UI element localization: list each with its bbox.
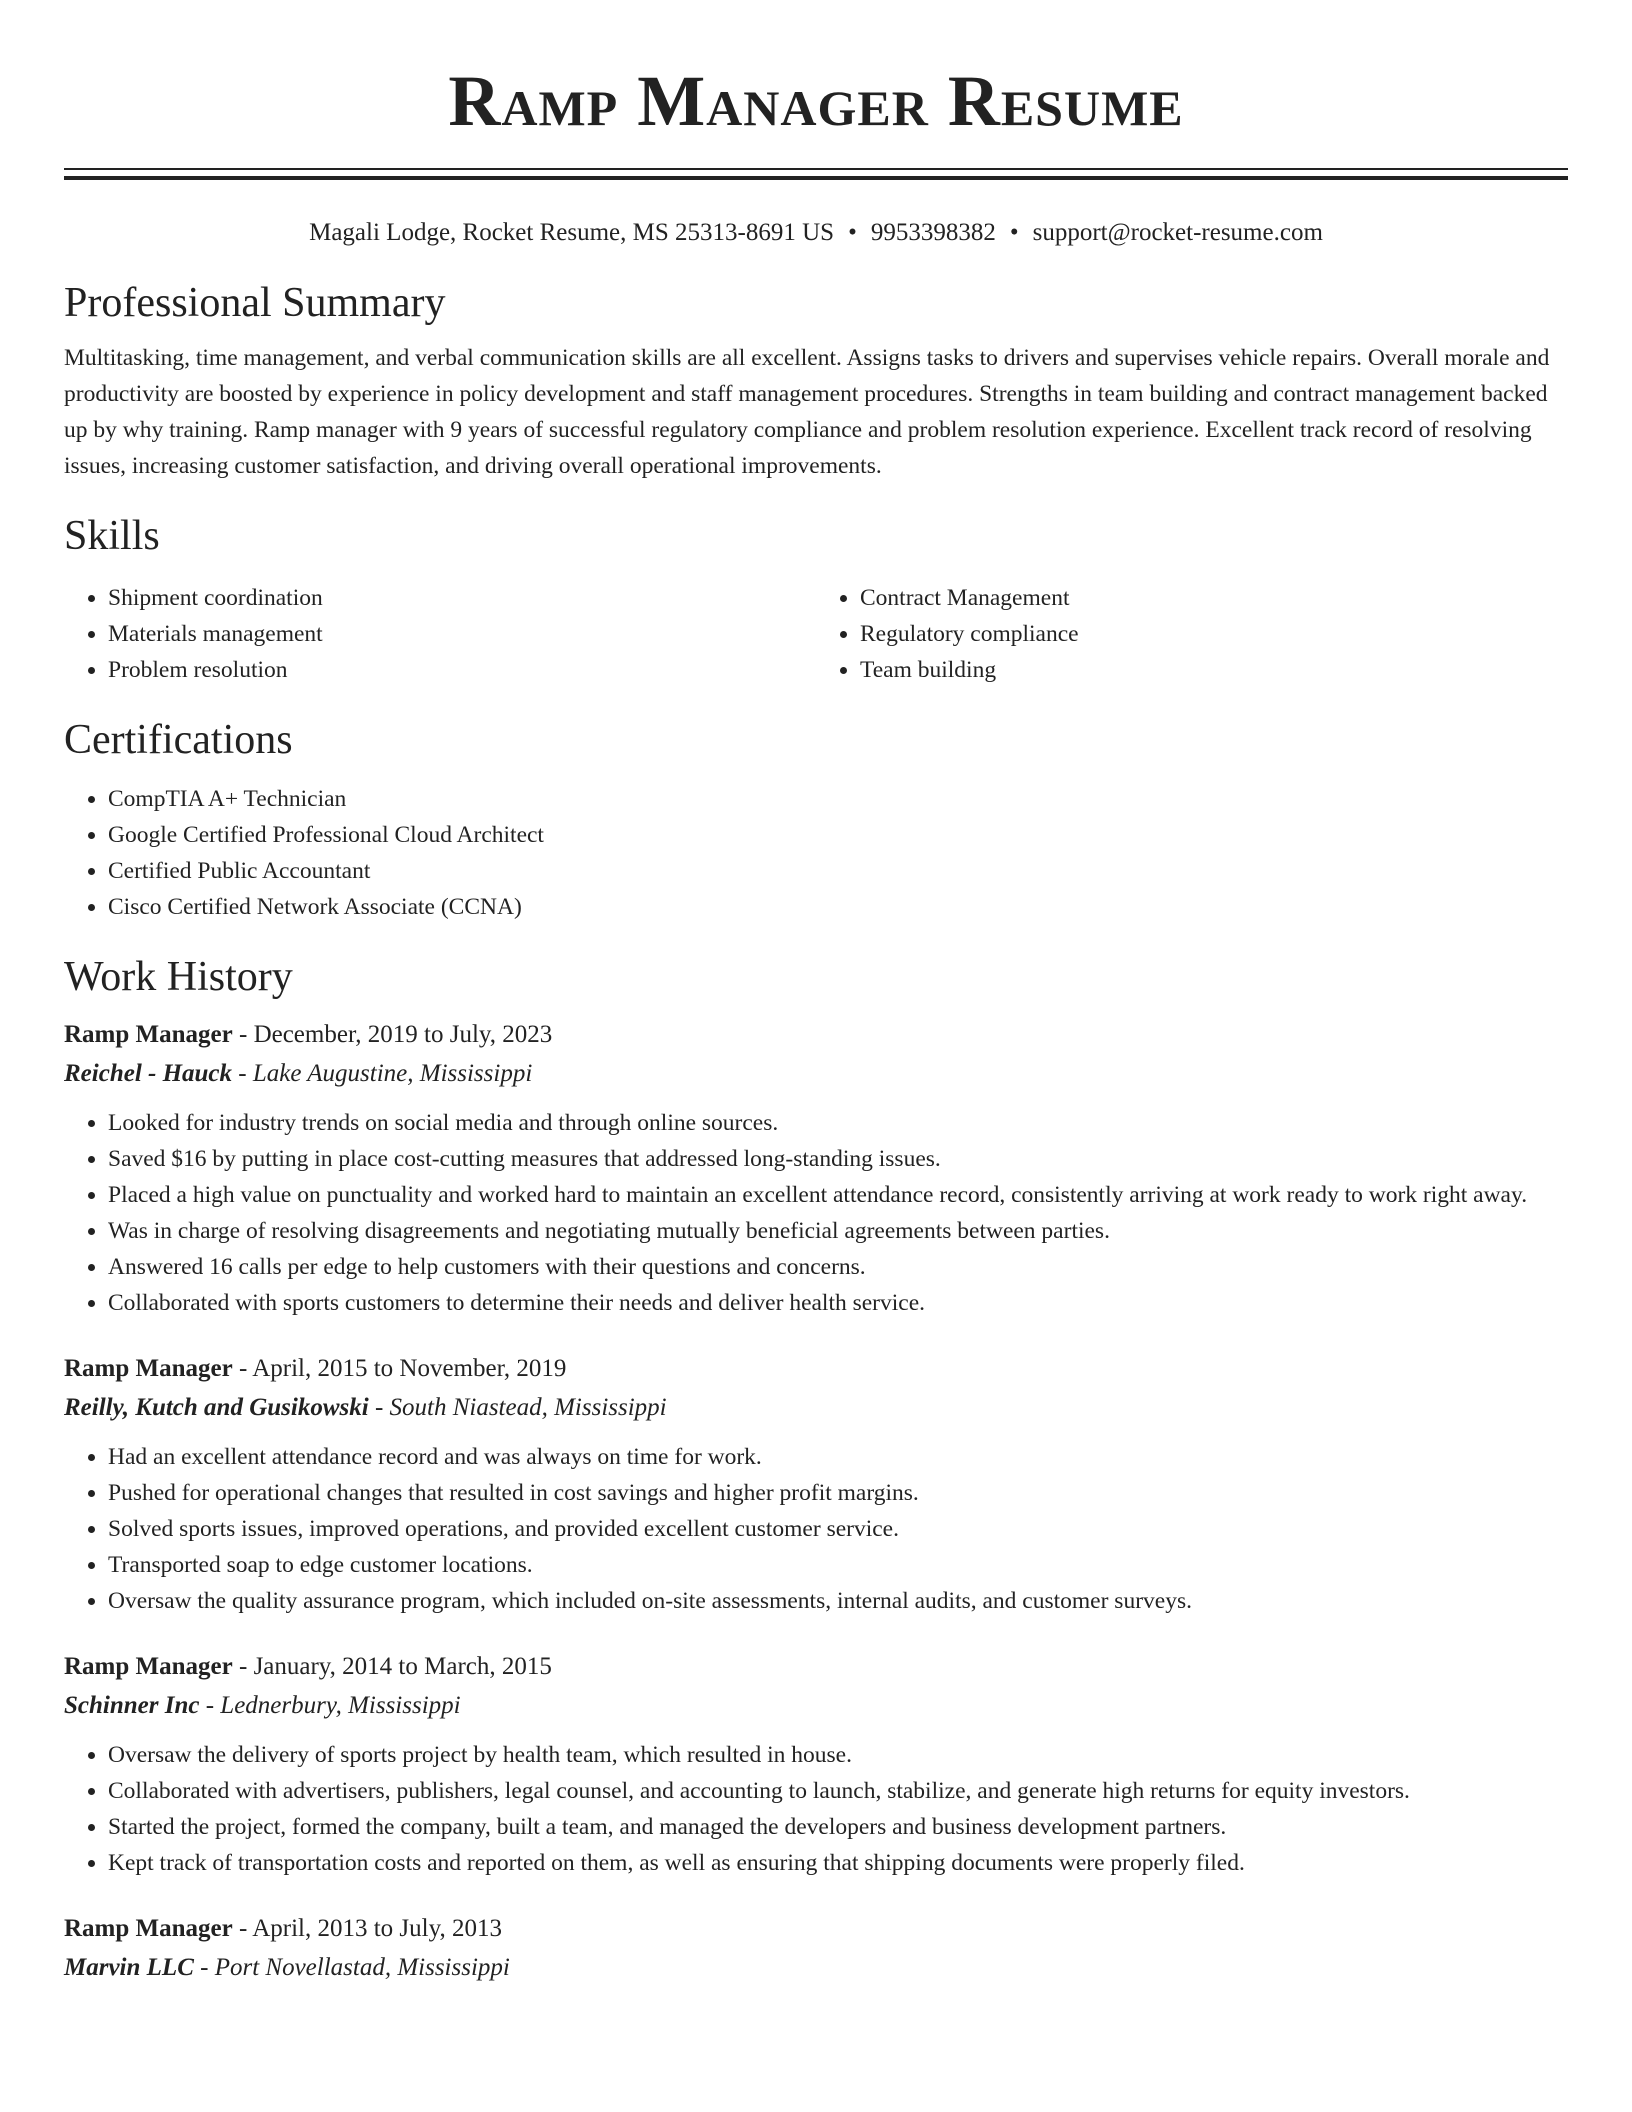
skills-list bbox=[64, 580, 1568, 688]
certification-item: • Cisco Certified Network Associate (CCNA) bbox=[108, 889, 1568, 925]
job-bullet: • Was in charge of resolving disagreements and negotiating mutually beneficial agreements between parties. bbox=[108, 1213, 1568, 1249]
job-bullet: • Saved $16 by putting in place cost-cutting measures that addressed long-standing issues. bbox=[108, 1141, 1568, 1177]
job-bullet: • Oversaw the quality assurance program, which included on-site assessments, internal audits, and customer surveys. bbox=[108, 1583, 1568, 1619]
job-entry bbox=[64, 1349, 1568, 1619]
job-bullets bbox=[64, 1105, 1568, 1321]
contact-email: support@rocket-resume.com bbox=[1032, 219, 1323, 246]
job-title-line: Ramp Manager - April, 2015 to November, 2019 bbox=[64, 1355, 567, 1382]
summary-text: Multitasking, time management, and verbal communication skills are all excellent. Assigns tasks to drivers and supervises vehicle repairs. Overall morale and productivity are boosted by experience in policy development and staff management procedures. Strengths in team building and contract management backed up by why training. Ramp manager with 9 years of successful regulatory compliance and problem resolution experience. Excellent track record of resolving issues, increasing customer satisfaction, and driving overall operational improvements. bbox=[64, 345, 1550, 479]
job-role: Ramp Manager bbox=[64, 1355, 233, 1382]
skills-column-left bbox=[64, 580, 816, 688]
job-company: Reichel - Hauck bbox=[64, 1060, 233, 1087]
job-bullet: • Transported soap to edge customer locations. bbox=[108, 1547, 1568, 1583]
contact-separator: • bbox=[1009, 219, 1019, 246]
work-history-heading: Work History bbox=[64, 954, 293, 1000]
job-entry bbox=[64, 1909, 1568, 1987]
job-dates: April, 2015 to November, 2019 bbox=[252, 1355, 567, 1382]
title-rule-thin bbox=[64, 168, 1568, 170]
certification-item: • Google Certified Professional Cloud Architect bbox=[108, 817, 1568, 853]
contact-address: Magali Lodge, Rocket Resume, MS 25313-8691 US bbox=[309, 219, 835, 246]
job-company-line: Reilly, Kutch and Gusikowski - South Niastead, Mississippi bbox=[64, 1394, 667, 1421]
skill-item: • Contract Management bbox=[860, 580, 1568, 616]
skill-item: • Problem resolution bbox=[108, 652, 816, 688]
job-bullet: • Looked for industry trends on social media and through online sources. bbox=[108, 1105, 1568, 1141]
job-bullets bbox=[64, 1737, 1568, 1881]
job-company-line: Marvin LLC - Port Novellastad, Mississippi bbox=[64, 1954, 510, 1981]
job-company-line: Reichel - Hauck - Lake Augustine, Mississippi bbox=[64, 1060, 533, 1087]
skill-item: • Shipment coordination bbox=[108, 580, 816, 616]
job-location: Lednerbury, Mississippi bbox=[220, 1692, 461, 1719]
certifications-list bbox=[64, 781, 1568, 925]
contact-separator: • bbox=[848, 219, 857, 246]
skills-heading: Skills bbox=[64, 513, 160, 559]
job-title-line: Ramp Manager - April, 2013 to July, 2013 bbox=[64, 1915, 502, 1942]
job-entry bbox=[64, 1015, 1568, 1321]
job-bullet: • Collaborated with advertisers, publishers, legal counsel, and accounting to launch, stabilize, and generate high returns for equity investors. bbox=[108, 1773, 1568, 1809]
job-bullets bbox=[64, 1439, 1568, 1619]
job-bullet: • Kept track of transportation costs and reported on them, as well as ensuring that shipping documents were properly filed. bbox=[108, 1845, 1568, 1881]
page-title: Ramp Manager Resume bbox=[448, 61, 1184, 141]
job-company: Schinner Inc bbox=[64, 1692, 200, 1719]
contact-phone: 9953398382 bbox=[870, 219, 996, 246]
job-company-line: Schinner Inc - Lednerbury, Mississippi bbox=[64, 1692, 461, 1719]
skill-item: • Regulatory compliance bbox=[860, 616, 1568, 652]
resume-page bbox=[64, 0, 1568, 1987]
job-bullet: • Started the project, formed the company, built a team, and managed the developers and business development partners. bbox=[108, 1809, 1568, 1845]
job-dates: April, 2013 to July, 2013 bbox=[252, 1915, 502, 1942]
job-title-line: Ramp Manager - January, 2014 to March, 2015 bbox=[64, 1653, 552, 1680]
job-bullet: • Oversaw the delivery of sports project by health team, which resulted in house. bbox=[108, 1737, 1568, 1773]
job-bullet: • Pushed for operational changes that resulted in cost savings and higher profit margins. bbox=[108, 1475, 1568, 1511]
job-bullet: • Placed a high value on punctuality and worked hard to maintain an excellent attendance record, consistently arriving at work ready to work right away. bbox=[108, 1177, 1568, 1213]
job-role: Ramp Manager bbox=[64, 1021, 233, 1048]
job-bullet: • Collaborated with sports customers to determine their needs and deliver health service. bbox=[108, 1285, 1568, 1321]
certifications-heading: Certifications bbox=[64, 717, 293, 763]
job-role: Ramp Manager bbox=[64, 1653, 233, 1680]
job-company: Reilly, Kutch and Gusikowski bbox=[64, 1394, 369, 1421]
job-dates: January, 2014 to March, 2015 bbox=[253, 1653, 552, 1680]
title-rule-thick bbox=[64, 176, 1568, 180]
certification-item: • CompTIA A+ Technician bbox=[108, 781, 1568, 817]
job-dates: December, 2019 to July, 2023 bbox=[253, 1021, 553, 1048]
skills-column-right bbox=[816, 580, 1568, 688]
job-location: Port Novellastad, Mississippi bbox=[214, 1954, 510, 1981]
job-bullet: • Answered 16 calls per edge to help customers with their questions and concerns. bbox=[108, 1249, 1568, 1285]
summary-heading: Professional Summary bbox=[64, 280, 446, 326]
job-location: Lake Augustine, Mississippi bbox=[252, 1060, 533, 1087]
job-location: South Niastead, Mississippi bbox=[389, 1394, 667, 1421]
job-title-line: Ramp Manager - December, 2019 to July, 2023 bbox=[64, 1021, 553, 1048]
job-bullet: • Solved sports issues, improved operations, and provided excellent customer service. bbox=[108, 1511, 1568, 1547]
skill-item: • Team building bbox=[860, 652, 1568, 688]
job-entry bbox=[64, 1647, 1568, 1881]
job-role: Ramp Manager bbox=[64, 1915, 233, 1942]
job-company: Marvin LLC bbox=[64, 1954, 194, 1981]
skill-item: • Materials management bbox=[108, 616, 816, 652]
contact-line bbox=[64, 217, 1568, 249]
job-bullet: • Had an excellent attendance record and was always on time for work. bbox=[108, 1439, 1568, 1475]
certification-item: • Certified Public Accountant bbox=[108, 853, 1568, 889]
